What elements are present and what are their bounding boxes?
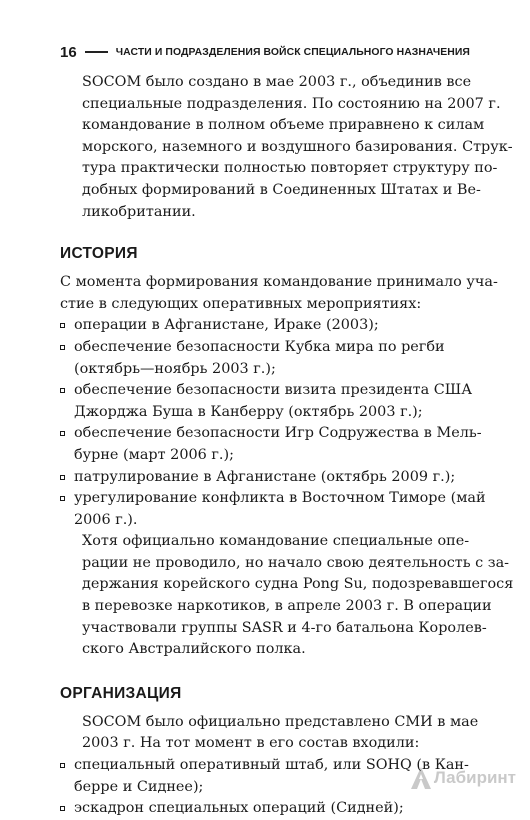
text-line: командование в полном объеме приравнено к силам	[82, 117, 485, 134]
square-bullet-icon	[60, 763, 65, 768]
organization-lead-paragraph	[60, 712, 479, 755]
text-line: SOCOM было официально представлено СМИ в мае	[82, 713, 479, 730]
text-line: берре и Сиднее);	[74, 778, 204, 795]
text-line: ликобритании.	[82, 203, 196, 220]
text-line: обеспечение безопасности Игр Содружества в Мель-	[74, 425, 482, 442]
section-heading-history: ИСТОРИЯ	[60, 245, 138, 263]
text-line: ского Австралийского полка.	[82, 641, 306, 658]
organization-units-list	[60, 755, 470, 820]
labirint-watermark	[410, 766, 516, 790]
text-line: обеспечение безопасности визита президента США	[74, 382, 473, 399]
text-line: стие в следующих оперативных мероприятиях:	[60, 295, 422, 312]
square-bullet-icon	[60, 475, 65, 480]
list-item	[60, 380, 473, 423]
text-line: эскадрон специальных операций (Сидней);	[74, 800, 404, 817]
text-line: специальный оперативный штаб, или SOHQ (в Кан-	[74, 757, 469, 774]
page-number: 16	[60, 43, 77, 61]
list-item	[60, 315, 470, 337]
list-item	[60, 798, 470, 820]
text-line: участвовали группы SASR и 4-го батальона Королев-	[82, 619, 487, 636]
text-line: патрулирование в Афганистане (октябрь 2009 г.);	[74, 468, 456, 485]
text-line: операции в Афганистане, Ираке (2003);	[74, 317, 379, 334]
text-line: урегулирование конфликта в Восточном Тиморе (май	[74, 490, 486, 507]
text-line: Хотя официально командование специальные опе-	[82, 533, 470, 550]
list-item	[60, 755, 470, 798]
running-header-title: ЧАСТИ И ПОДРАЗДЕЛЕНИЯ ВОЙСК СПЕЦИАЛЬНОГО НАЗНАЧЕНИЯ	[115, 46, 470, 58]
text-line: бурне (март 2006 г.);	[74, 446, 234, 463]
text-line: обеспечение безопасности Кубка мира по регби	[74, 338, 445, 355]
square-bullet-icon	[60, 388, 65, 393]
history-closing-paragraph	[60, 531, 514, 661]
list-item	[60, 488, 486, 531]
text-line: в перевозке наркотиков, в апреле 2003 г. В операции	[82, 598, 492, 615]
text-line: Джорджа Буша в Канберру (октябрь 2003 г.);	[74, 403, 423, 420]
history-lead-paragraph	[60, 272, 498, 315]
text-line: добных формирований в Соединенных Штатах и Ве-	[82, 181, 481, 198]
text-line: рации не проводило, но начало свою деятельность с за-	[82, 554, 510, 571]
list-item	[60, 467, 470, 489]
intro-paragraph	[60, 72, 513, 223]
running-header	[60, 42, 470, 62]
text-line: морского, наземного и воздушного базирования. Струк-	[82, 138, 513, 155]
text-line: SOCOM было создано в мае 2003 г., объединив все	[82, 74, 472, 90]
history-operations-list	[60, 315, 486, 531]
text-line: 2003 г. На тот момент в его состав входили:	[82, 735, 420, 752]
list-item	[60, 337, 470, 380]
text-line: специальные подразделения. По состоянию на 2007 г.	[82, 95, 501, 112]
text-line: (октябрь—ноябрь 2003 г.);	[74, 360, 276, 377]
text-line: С момента формирования командование принимало уча-	[60, 274, 498, 291]
text-line: держания корейского судна Pong Su, подозревавшегося	[82, 576, 514, 593]
square-bullet-icon	[60, 345, 65, 350]
list-item	[60, 423, 482, 466]
section-heading-organization: ОРГАНИЗАЦИЯ	[60, 684, 182, 702]
labirint-logo-icon	[410, 766, 432, 790]
text-line: 2006 г.).	[74, 511, 138, 528]
watermark-text: Лабиринт	[433, 768, 516, 787]
header-rule	[85, 51, 107, 53]
square-bullet-icon	[60, 431, 65, 436]
text-line: тура практически полностью повторяет структуру по-	[82, 160, 498, 177]
square-bullet-icon	[60, 496, 65, 501]
square-bullet-icon	[60, 806, 65, 811]
square-bullet-icon	[60, 323, 65, 328]
